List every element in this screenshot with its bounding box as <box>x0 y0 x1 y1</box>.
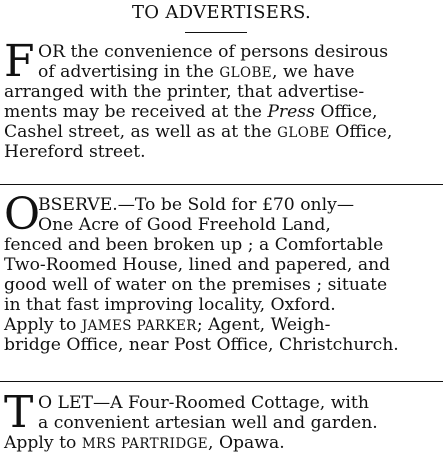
advert-cottage-to-let <box>4 387 438 453</box>
ad-line <box>4 315 438 335</box>
ad-text: fenced and been broken up ; a Comfortable <box>4 235 384 255</box>
ad-line <box>4 255 438 275</box>
ad-line <box>4 82 438 102</box>
drop-cap: T <box>4 387 34 438</box>
ad-text: bridge Office, near Post Office, Christchurch. <box>4 335 399 355</box>
advert-globe-notice <box>4 36 438 162</box>
ad-line <box>4 62 438 82</box>
ad-text: ; Agent, Weigh- <box>196 315 331 335</box>
ad-line <box>4 393 438 413</box>
ad-text: Apply to <box>4 315 82 335</box>
ad-text: in that fast improving locality, Oxford. <box>4 295 336 315</box>
title-underline <box>185 32 247 33</box>
ad-text-smallcaps: GLOBE <box>219 65 273 81</box>
ad-text: Two-Roomed House, lined and papered, and <box>4 255 391 275</box>
ad-text: , Opawa. <box>208 433 285 453</box>
advert-land-sale <box>4 189 438 355</box>
ad-text: Cashel street, as well as at the <box>4 122 278 142</box>
column-divider <box>0 381 443 382</box>
ad-line <box>4 275 438 295</box>
ad-line <box>4 195 438 215</box>
ad-text: good well of water on the premises ; situate <box>4 275 388 295</box>
column-divider <box>0 184 443 185</box>
ad-text: O LET—A Four-Roomed Cottage, with <box>38 393 369 413</box>
ad-text: One Acre of Good Freehold Land, <box>38 215 331 235</box>
ad-text: arranged with the printer, that advertise- <box>4 82 365 102</box>
ad-text: Office, <box>329 122 393 142</box>
ad-text: ments may be received at the <box>4 102 268 122</box>
ad-line <box>4 215 438 235</box>
drop-cap: O <box>4 189 41 240</box>
ad-line <box>4 102 438 122</box>
ad-text: of advertising in the <box>38 62 220 82</box>
ad-line <box>4 42 438 62</box>
ad-text-smallcaps: MRS PARTRIDGE <box>81 436 209 452</box>
ad-text: OR the convenience of persons desirous <box>38 42 389 62</box>
ad-text: BSERVE.—To be Sold for £70 only— <box>38 195 355 215</box>
ad-text-smallcaps: GLOBE <box>277 125 330 141</box>
ad-text-italic: Press <box>267 102 315 122</box>
ad-text: a convenient artesian well and garden. <box>38 413 378 433</box>
ad-line <box>4 142 438 162</box>
ad-text-smallcaps: JAMES PARKER <box>81 318 197 334</box>
ad-text: Hereford street. <box>4 142 146 162</box>
ad-line <box>4 433 438 453</box>
ad-text: Apply to <box>4 433 82 453</box>
drop-cap: F <box>4 36 35 87</box>
ad-line <box>4 295 438 315</box>
page-title: TO ADVERTISERS. <box>131 2 312 23</box>
ad-line <box>4 335 438 355</box>
ad-line <box>4 235 438 255</box>
ad-text: Office, <box>314 102 378 122</box>
ad-line <box>4 122 438 142</box>
ad-line <box>4 413 438 433</box>
ad-text: , we have <box>272 62 355 82</box>
